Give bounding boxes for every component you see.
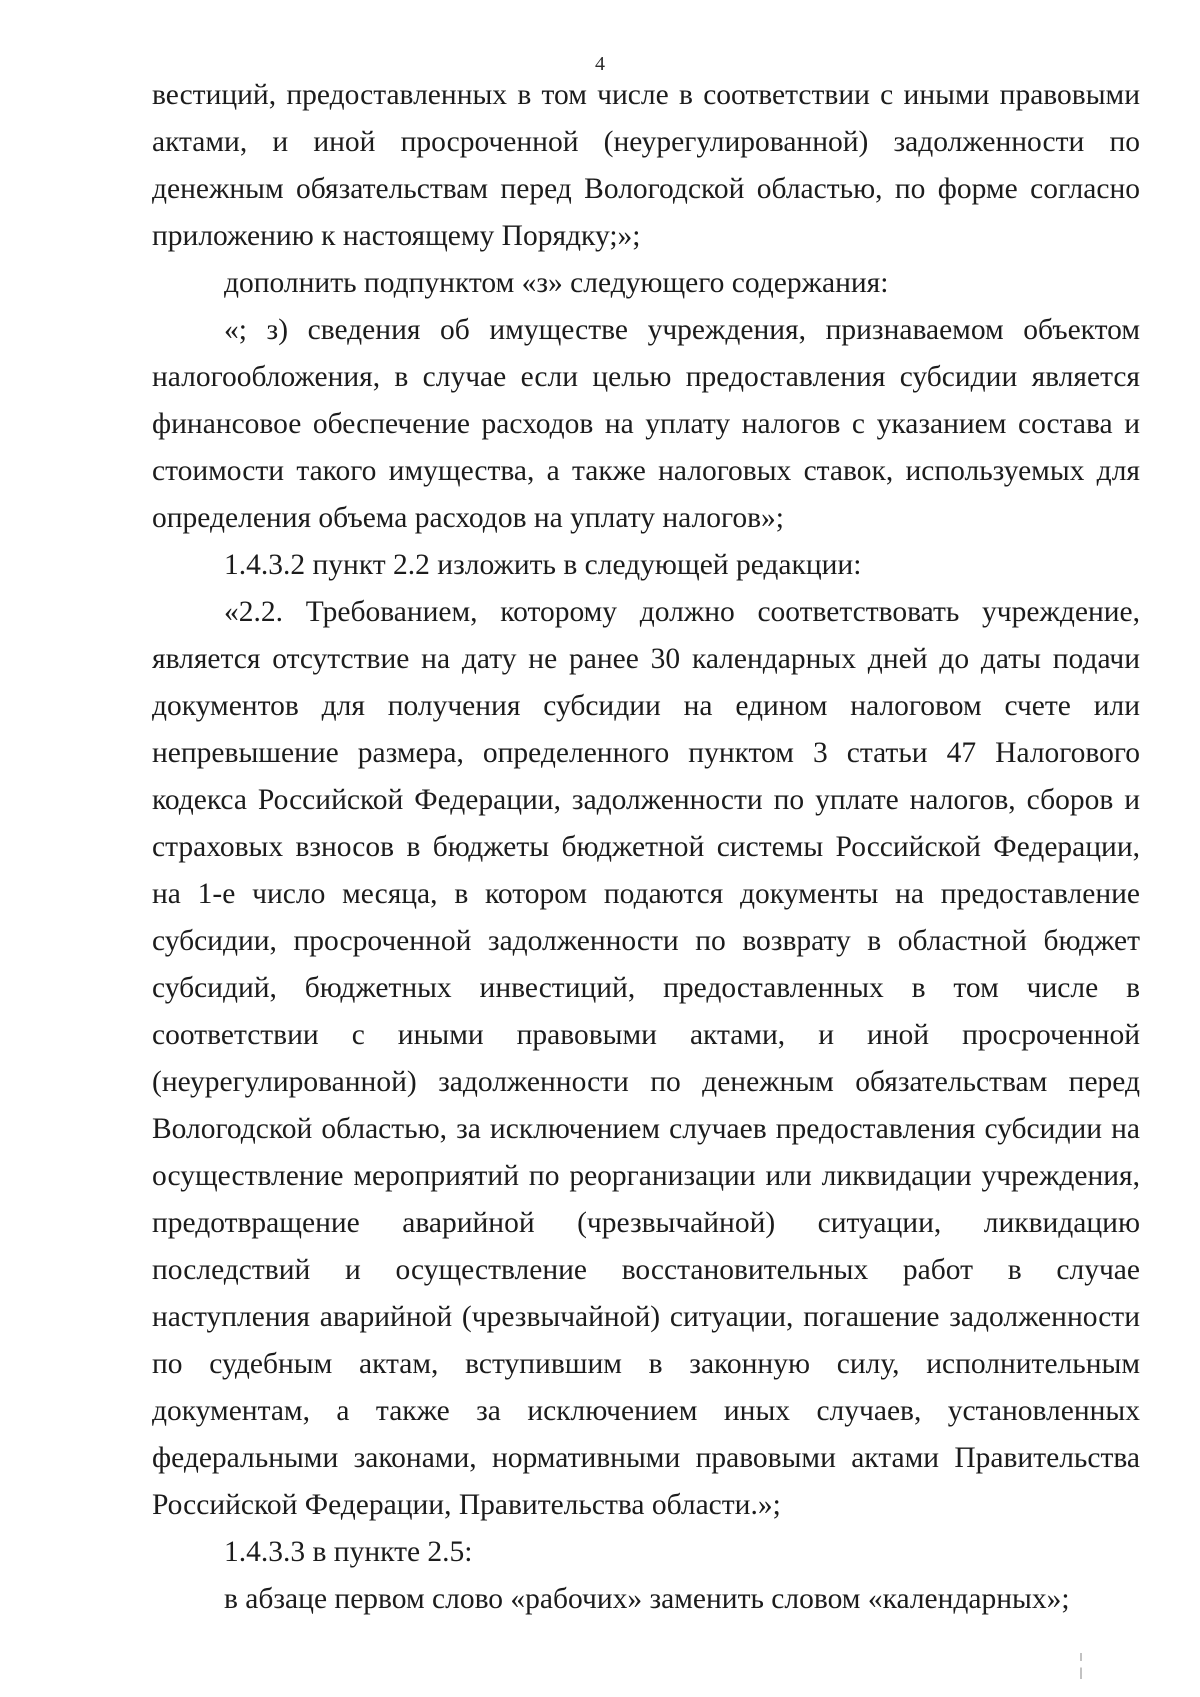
paragraph-item-1-4-3-2: 1.4.3.2 пункт 2.2 изложить в следующей редакции: (224, 549, 862, 581)
paragraph-subitem-z: «; з) сведения об имуществе учреждения, признаваемом объектом налогообложения, в случае если целью предоставления субсидии является финансовое обеспечение расходов на уплату налогов с указанием состава и стоимости такого имущества, а также налоговых ставок, используемых для определения объема расходов на уплату налогов»; (152, 314, 1140, 534)
paragraph-requirement-2-2: «2.2. Требованием, которому должно соответствовать учреждение, является отсутствие на дату не ранее 30 календарных дней до даты подачи документов для получения субсидии на едином налоговом счете или непревышение размера, определенного пунктом 3 статьи 47 Налогового кодекса Российской Федерации, задолженности по уплате налогов, сборов и страховых взносов в бюджеты бюджетной системы Российской Федерации, на 1-е число месяца, в котором подаются документы на предоставление субсидии, просроченной задолженности по возврату в областной бюджет субсидий, бюджетных инвестиций, предоставленных в том числе в соответствии с иными правовыми актами, и иной просроченной (неурегулированной) задолженности по денежным обязательствам перед Вологодской областью, за исключением случаев предоставления субсидии на осуществление мероприятий по реорганизации или ликвидации учреждения, предотвращение аварийной (чрезвычайной) ситуации, ликвидацию последствий и осуществление восстановительных работ в случае наступления аварийной (чрезвычайной) ситуации, погашение задолженности по судебным актам, вступившим в законную силу, исполнительным документам, а также за исключением иных случаев, установленных федеральными законами, нормативными правовыми актами Правительства Российской Федерации, Правительства области.»; (152, 596, 1140, 1521)
scan-artifact (1080, 1653, 1082, 1679)
document-body (152, 72, 1140, 1623)
paragraph-continuation: вестиций, предоставленных в том числе в соответствии с иными правовыми актами, и иной просроченной (неурегулированной) задолженности по денежным обязательствам перед Вологодской областью, по форме согласно приложению к настоящему Порядку;»; (152, 79, 1140, 252)
paragraph-first-abzac: в абзаце первом слово «рабочих» заменить словом «календарных»; (224, 1583, 1070, 1615)
paragraph-item-1-4-3-3: 1.4.3.3 в пункте 2.5: (224, 1536, 473, 1568)
page-number: 4 (595, 53, 605, 75)
paragraph-add-subitem: дополнить подпунктом «з» следующего содержания: (224, 267, 889, 299)
